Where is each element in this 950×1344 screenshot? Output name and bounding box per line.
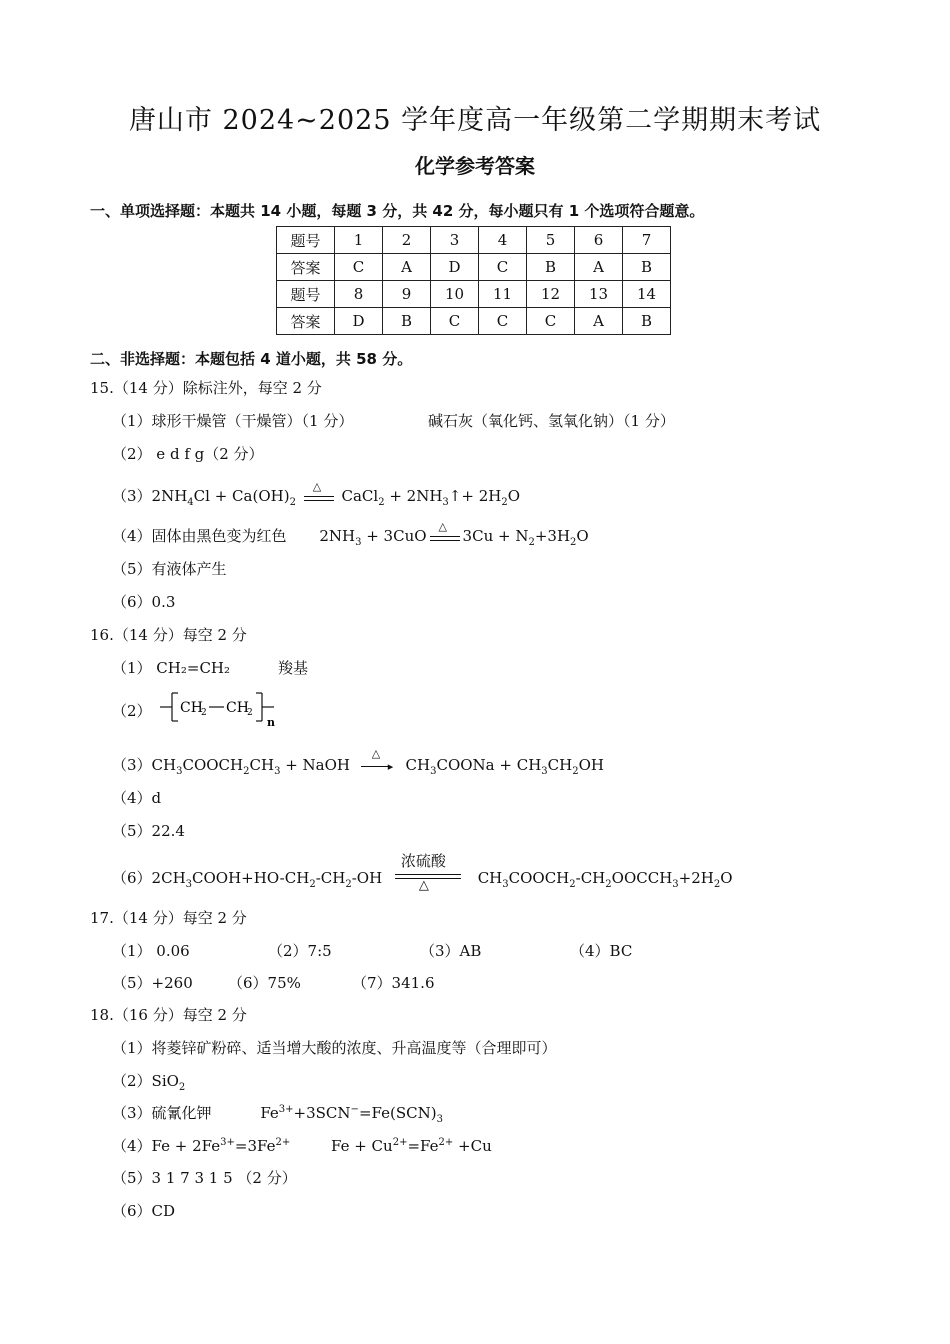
table-cell: 8 <box>335 281 383 308</box>
answer-number: （3） <box>112 756 152 774</box>
table-cell: 题号 <box>277 281 335 308</box>
heat-arrow: △ ▸ <box>361 759 395 773</box>
table-cell: 11 <box>479 281 527 308</box>
part2-heading: 二、非选择题：本题包括 4 道小题，共 58 分。 <box>90 350 413 368</box>
q15-answer-1b: 碱石灰（氧化钙、氢氧化钠）（1 分） <box>428 412 675 430</box>
equation: $2NH_3 + 3CuO$ △ $3Cu + N_2+3H_2O$ <box>319 520 589 548</box>
table-cell: 2 <box>383 227 431 254</box>
table-cell: B <box>623 308 671 335</box>
q16-answer-1b: 羧基 <box>278 659 309 677</box>
table-row <box>277 227 671 254</box>
q17-answer-3: （3）AB <box>420 942 482 960</box>
q17-answer-7: （7）341.6 <box>352 974 435 992</box>
answer-table <box>276 226 671 335</box>
svg-text:CH: CH <box>180 700 203 716</box>
equation: $CH_3COOCH_2CH_3$ + NaOH △ ▸ $CH_3COONa + CH_3CH_2OH$ <box>151 747 604 777</box>
q16-heading: 16.（14 分）每空 2 分 <box>90 626 247 644</box>
table-cell: 12 <box>527 281 575 308</box>
equation: $2CH_3COOH+HO-CH_2-CH_2-OH$ 浓硫酸 △ $CH_3COOCH_2-CH_2OOCCH_3+2H_2O$ <box>152 869 733 887</box>
q18-answer-3 <box>112 1102 443 1125</box>
table-cell: C <box>431 308 479 335</box>
q15-answer-2: （2） e d f g（2 分） <box>112 445 264 463</box>
q17-heading: 17.（14 分）每空 2 分 <box>90 909 247 927</box>
table-cell: 5 <box>527 227 575 254</box>
answer-number: （6） <box>112 869 152 887</box>
heat-condition-equals: △ <box>304 490 334 504</box>
table-cell: C <box>527 308 575 335</box>
table-cell: 6 <box>575 227 623 254</box>
table-cell: C <box>479 254 527 281</box>
answer-number: （3） <box>112 487 152 505</box>
table-cell: 4 <box>479 227 527 254</box>
heat-condition-equals: △ <box>430 530 460 544</box>
table-cell: D <box>335 308 383 335</box>
reversible-arrow: 浓硫酸 △ <box>395 862 465 896</box>
table-cell: D <box>431 254 479 281</box>
q17-answer-4: （4）BC <box>570 942 633 960</box>
q16-answer-6 <box>112 852 733 896</box>
polyethylene-structure <box>158 690 288 728</box>
q18-answer-5: （5）3 1 7 3 1 5 （2 分） <box>112 1169 297 1187</box>
formula: SiO$_2$ <box>151 1072 186 1093</box>
table-cell: 13 <box>575 281 623 308</box>
page-subtitle: 化学参考答案 <box>415 154 535 178</box>
q16-answer-3 <box>112 747 604 777</box>
q17-answer-5: （5）+260 <box>112 974 193 992</box>
q15-answer-3 <box>112 480 521 508</box>
table-cell: 1 <box>335 227 383 254</box>
answer-text: （3）硫氰化钾 <box>112 1104 212 1122</box>
q17-answer-1: （1） 0.06 <box>112 942 190 960</box>
answer-text: （4）固体由黑色变为红色 <box>112 527 287 545</box>
table-cell: B <box>383 308 431 335</box>
q17-answer-6: （6）75% <box>228 974 301 992</box>
table-cell: A <box>575 308 623 335</box>
q15-answer-5: （5）有液体产生 <box>112 560 227 578</box>
q16-answer-5: （5）22.4 <box>112 822 185 840</box>
q15-heading: 15.（14 分）除标注外，每空 2 分 <box>90 379 322 397</box>
equation: $Fe + 2Fe^{3+}=3Fe^{2+}$ <box>151 1137 291 1155</box>
table-cell: 9 <box>383 281 431 308</box>
table-cell: A <box>575 254 623 281</box>
q15-answer-4 <box>112 520 589 548</box>
table-cell: C <box>479 308 527 335</box>
table-cell: C <box>335 254 383 281</box>
q16-answer-2-label: （2） <box>112 702 152 720</box>
answer-number: （2） <box>112 1072 152 1090</box>
q18-answer-6: （6）CD <box>112 1202 176 1220</box>
equation: $Fe^{3+}+3SCN^-=Fe(SCN)_3$ <box>260 1104 443 1125</box>
table-cell: 14 <box>623 281 671 308</box>
table-cell: 3 <box>431 227 479 254</box>
table-cell: 题号 <box>277 227 335 254</box>
q15-answer-1a: （1）球形干燥管（干燥管）（1 分） <box>112 412 354 430</box>
equation: $Fe + Cu^{2+}=Fe^{2+} +Cu$ <box>330 1137 492 1155</box>
q15-answer-6: （6）0.3 <box>112 593 176 611</box>
q17-answer-2: （2）7:5 <box>268 942 332 960</box>
table-cell: 7 <box>623 227 671 254</box>
svg-text:CH: CH <box>226 700 249 716</box>
svg-text:2: 2 <box>201 708 207 718</box>
svg-text:n: n <box>267 716 275 728</box>
table-cell: B <box>527 254 575 281</box>
table-row <box>277 254 671 281</box>
table-cell: 答案 <box>277 308 335 335</box>
q18-heading: 18.（16 分）每空 2 分 <box>90 1006 247 1024</box>
answer-number: （4） <box>112 1137 152 1155</box>
q16-answer-1a: （1） CH₂=CH₂ <box>112 659 231 677</box>
table-cell: A <box>383 254 431 281</box>
q18-answer-4 <box>112 1135 492 1156</box>
table-row <box>277 281 671 308</box>
q16-answer-4: （4）d <box>112 789 162 807</box>
table-cell: 答案 <box>277 254 335 281</box>
q18-answer-2 <box>112 1070 185 1093</box>
svg-text:2: 2 <box>247 708 253 718</box>
table-cell: B <box>623 254 671 281</box>
part1-heading: 一、单项选择题：本题共 14 小题，每题 3 分，共 42 分，每小题只有 1 个选项符合题意。 <box>90 202 705 220</box>
q18-answer-1: （1）将菱锌矿粉碎、适当增大酸的浓度、升高温度等（合理即可） <box>112 1039 557 1057</box>
table-row <box>277 308 671 335</box>
equation: $2NH_4Cl + Ca(OH)_2$ △ CaCl$_2$ + $2NH_3↑+ 2H_2O$ <box>151 480 521 508</box>
table-cell: 10 <box>431 281 479 308</box>
page-title: 唐山市 2024~2025 学年度高一年级第二学期期末考试 <box>128 105 822 136</box>
